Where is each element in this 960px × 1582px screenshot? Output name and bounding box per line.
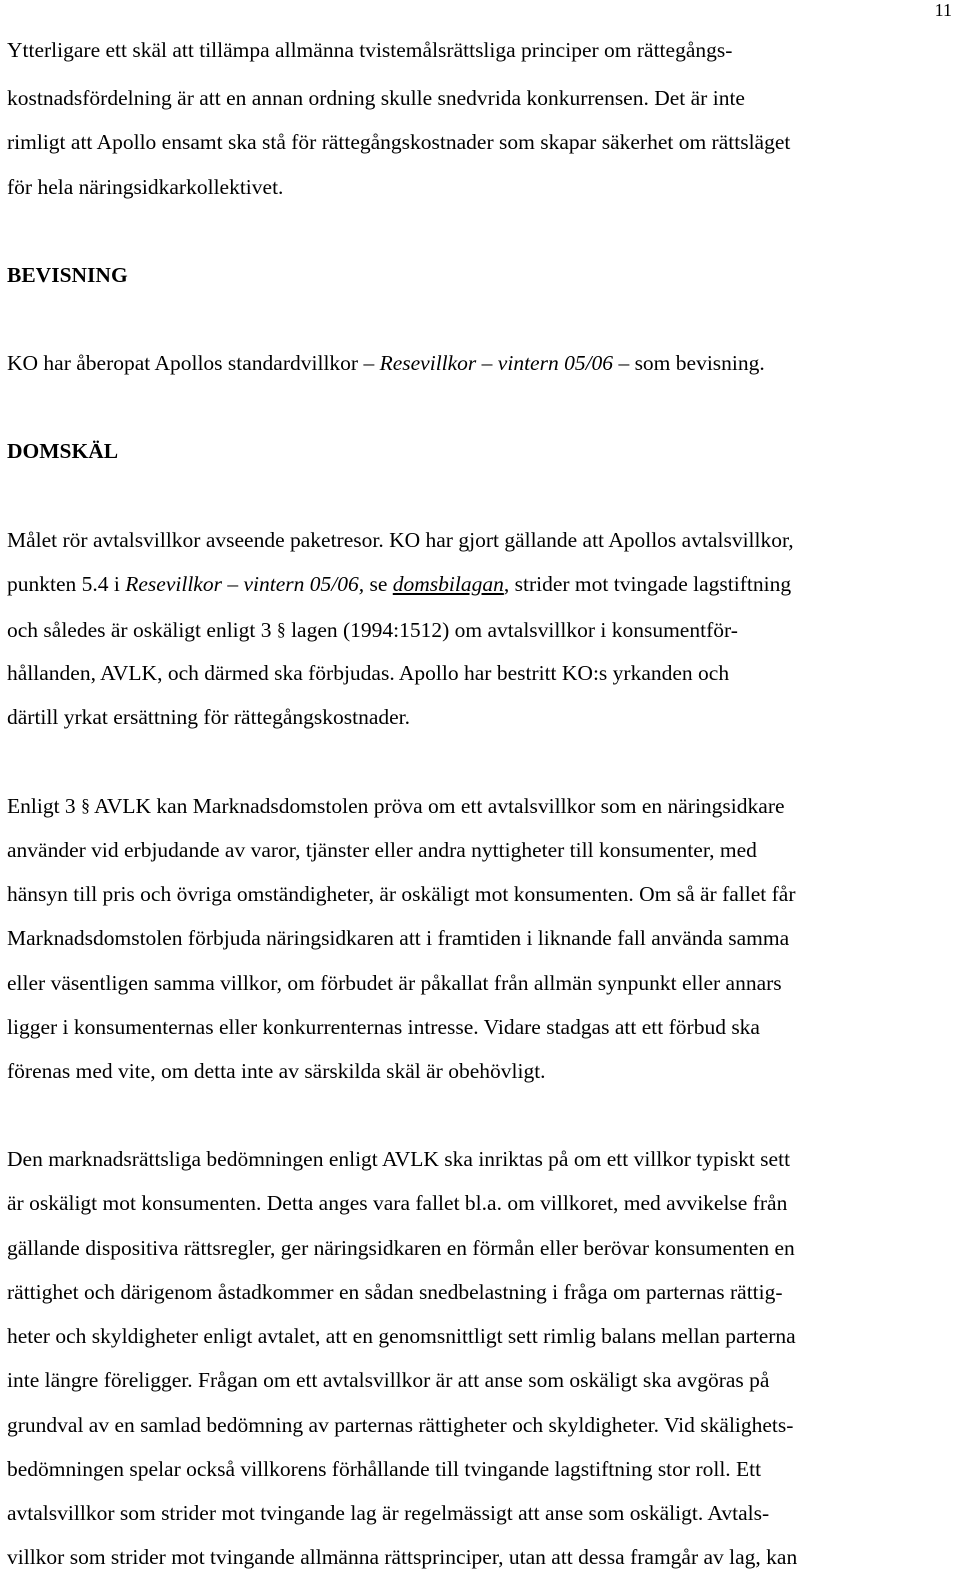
- text-line: kostnadsfördelning är att en annan ordning skulle snedvrida konkurrensen. Det är inte: [7, 86, 745, 110]
- section-sign: §: [276, 619, 286, 639]
- text-span: AVLK kan Marknadsdomstolen pröva om ett avtalsvillkor som en näringsidkare: [89, 794, 785, 819]
- text-line: hänsyn till pris och övriga omständigheter, är oskäligt mot konsumenten. Om så är fallet får: [7, 882, 796, 906]
- text-line: Ytterligare ett skäl att tillämpa allmänna tvistemålsrättsliga principer om rättegångs-: [7, 38, 733, 62]
- text-line: avtalsvillkor som strider mot tvingande lag är regelmässigt att anse som oskäligt. Avtals-: [7, 1501, 770, 1525]
- domsbilagan-link-text: domsbilagan: [392, 572, 504, 596]
- text-span: punkten 5.4 i: [7, 572, 126, 596]
- text-span: Enligt 3: [7, 794, 82, 819]
- heading-bevisning: BEVISNING: [7, 263, 128, 287]
- text-line: [7, 616, 738, 643]
- text-line: villkor som strider mot tvingande allmänna rättsprinciper, utan att dessa framgår av lag, kan: [7, 1545, 798, 1569]
- text-line: förenas med vite, om detta inte av särskilda skäl är obehövligt.: [7, 1059, 546, 1083]
- text-line: använder vid erbjudande av varor, tjänster eller andra nyttigheter till konsumenter, med: [7, 838, 757, 862]
- text-line: hållanden, AVLK, och därmed ska förbjudas. Apollo har bestritt KO:s yrkanden och: [7, 661, 730, 685]
- text-line: är oskäligt mot konsumenten. Detta anges vara fallet bl.a. om villkoret, med avvikelse från: [7, 1191, 788, 1215]
- domsbilagan-link[interactable]: [393, 572, 504, 596]
- text-span: se: [364, 572, 393, 596]
- text-line: Den marknadsrättsliga bedömningen enligt AVLK ska inriktas på om ett villkor typiskt sett: [7, 1147, 791, 1171]
- terms-title: Resevillkor – vintern 05/06,: [125, 572, 365, 596]
- text-span: lagen (1994:1512) om avtalsvillkor i konsumentför-: [285, 618, 738, 643]
- text-line: Marknadsdomstolen förbjuda näringsidkaren att i framtiden i liknande fall använda samma: [7, 926, 790, 950]
- text-span: och således är oskäligt enligt 3: [7, 618, 277, 643]
- text-line: bedömningen spelar också villkorens förhållande till tvingande lagstiftning stor roll. Ett: [7, 1457, 762, 1481]
- evidence-line: [7, 350, 765, 376]
- section-sign: §: [81, 795, 90, 815]
- text-span: , strider mot tvingade lagstiftning: [503, 572, 792, 596]
- evidence-post: – som bevisning.: [613, 351, 765, 375]
- text-line: ligger i konsumenternas eller konkurrenternas intresse. Vidare stadgas att ett förbud ska: [7, 1015, 760, 1039]
- text-line: [7, 571, 791, 597]
- text-line: Målet rör avtalsvillkor avseende paketresor. KO har gjort gällande att Apollos avtalsvillkor,: [7, 528, 794, 552]
- text-line: inte längre föreligger. Frågan om ett avtalsvillkor är att anse som oskäligt ska avgöras på: [7, 1368, 770, 1392]
- text-line: för hela näringsidkarkollektivet.: [7, 175, 284, 199]
- text-line: gällande dispositiva rättsregler, ger näringsidkaren en förmån eller berövar konsumenten en: [7, 1236, 795, 1260]
- text-line: därtill yrkat ersättning för rättegångskostnader.: [7, 705, 410, 729]
- evidence-pre: KO har åberopat Apollos standardvillkor –: [7, 351, 380, 375]
- text-line: rättighet och därigenom åstadkommer en sådan snedbelastning i fråga om parternas rättig-: [7, 1280, 783, 1304]
- evidence-title: Resevillkor – vintern 05/06: [379, 351, 614, 375]
- page-number: 11: [934, 0, 952, 20]
- text-line: eller väsentligen samma villkor, om förbudet är påkallat från allmän synpunkt eller annars: [7, 971, 782, 995]
- text-line: rimligt att Apollo ensamt ska stå för rättegångskostnader som skapar säkerhet om rättsläget: [7, 130, 791, 154]
- heading-domskal: DOMSKÄL: [7, 439, 119, 463]
- text-line: heter och skyldigheter enligt avtalet, att en genomsnittligt sett rimlig balans mellan parterna: [7, 1324, 796, 1348]
- text-line: grundval av en samlad bedömning av parternas rättigheter och skyldigheter. Vid skälighets-: [7, 1413, 794, 1437]
- text-line: [7, 792, 785, 819]
